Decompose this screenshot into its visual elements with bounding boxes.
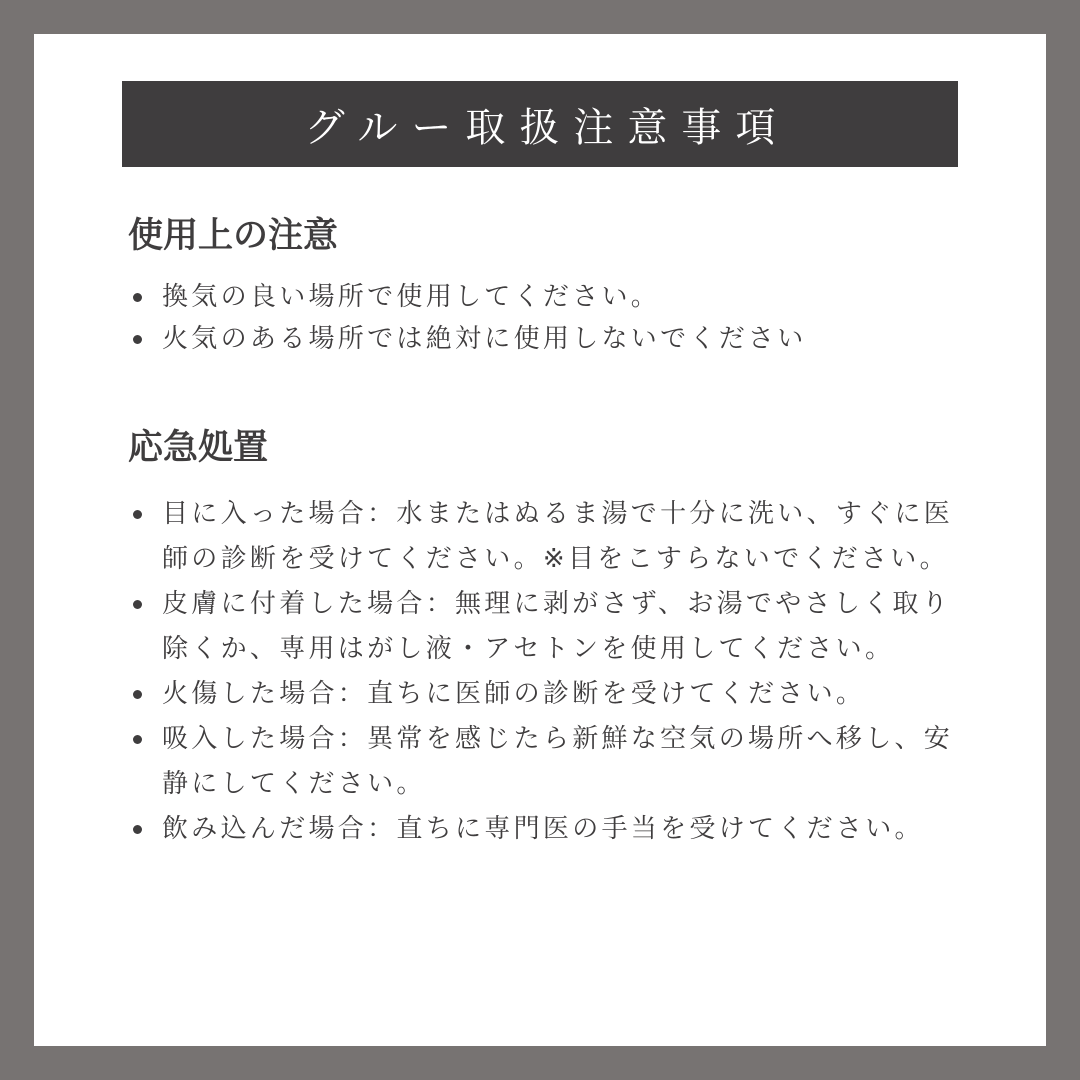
first-aid-item-text: 吸入した場合：異常を感じたら新鮮な空気の場所へ移し、安静にしてください。 (162, 724, 954, 799)
page-title: グルー取扱注意事項 (304, 104, 790, 151)
bullet-icon (133, 825, 142, 834)
first-aid-item (128, 717, 958, 807)
first-aid-item-text: 飲み込んだ場合：直ちに専門医の手当を受けてください。 (162, 814, 924, 844)
notice-card (34, 34, 1046, 1046)
first-aid-item (128, 582, 958, 672)
first-aid-item-text: 目に入った場合：水またはぬるま湯で十分に洗い、すぐに医師の診断を受けてください。※目をこすらないでください。 (162, 499, 954, 574)
bullet-icon (133, 735, 142, 744)
usage-list (128, 276, 958, 360)
usage-item-text: 火気のある場所では絶対に使用しないでください (162, 324, 807, 354)
usage-item (128, 318, 958, 360)
bullet-icon (133, 510, 142, 519)
first-aid-heading: 応急処置 (128, 428, 269, 468)
bullet-icon (133, 690, 142, 699)
first-aid-item-text: 皮膚に付着した場合：無理に剥がさず、お湯でやさしく取り除くか、専用はがし液・アセトンを使用してください。 (162, 589, 952, 664)
first-aid-list (128, 492, 958, 852)
bullet-icon (133, 335, 142, 344)
usage-item-text: 換気の良い場所で使用してください。 (162, 282, 661, 312)
first-aid-item-text: 火傷した場合：直ちに医師の診断を受けてください。 (162, 679, 866, 709)
usage-item (128, 276, 958, 318)
usage-heading: 使用上の注意 (128, 216, 339, 256)
first-aid-item (128, 672, 958, 717)
first-aid-item (128, 492, 958, 582)
bullet-icon (133, 293, 142, 302)
bullet-icon (133, 600, 142, 609)
title-banner (122, 81, 958, 167)
first-aid-item (128, 807, 958, 852)
